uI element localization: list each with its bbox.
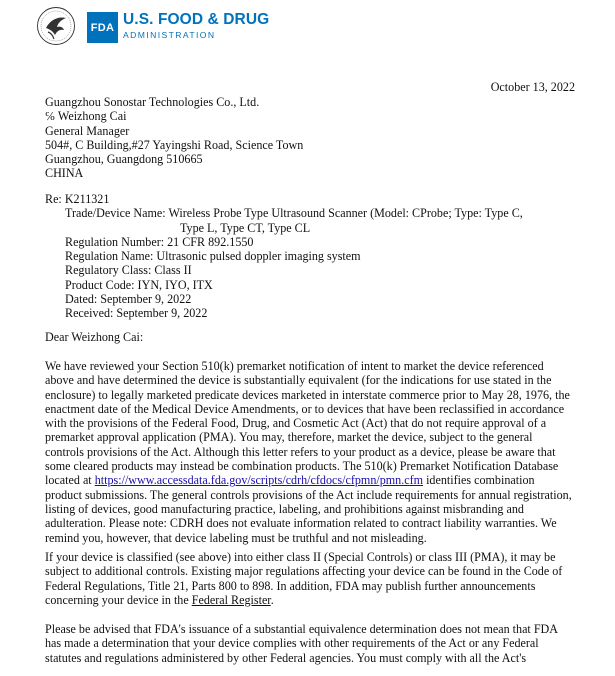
- text-line-with-link: [45, 473, 572, 487]
- link-prefix: located at: [45, 473, 95, 488]
- link-prefix: concerning your device in the: [45, 592, 192, 607]
- trade-name-line-cont: Type L, Type CT, Type CL: [180, 220, 311, 235]
- letter-date: October 13, 2022: [490, 80, 575, 94]
- link-suffix: .: [270, 592, 274, 607]
- federal-register-link[interactable]: Federal Register: [191, 592, 271, 607]
- paragraph-1: [45, 359, 572, 545]
- text-line: product submissions. The general controls provisions of the Act include requirements for annual registration,: [45, 487, 572, 502]
- pmn-database-link[interactable]: https://www.accessdata.fda.gov/scripts/cdrh/cfdocs/cfpmn/pmn.cfm: [94, 473, 424, 488]
- re-line: Re: K211321: [45, 192, 110, 206]
- text-line: If your device is classified (see above) into either class II (Special Controls) or class III (PMA), it may be: [45, 550, 556, 564]
- text-line: Please be advised that FDA's issuance of a substantial equivalence determination does not mean that FDA: [45, 622, 559, 636]
- text-line: premarket approval application (PMA). You may, therefore, market the device, subject to the general: [45, 430, 533, 445]
- text-line: enclosure) to legally marketed predicate devices marketed in interstate commerce prior to May 28, 1976, the: [45, 387, 570, 402]
- text-line: listing of devices, good manufacturing practice, labeling, and prohibitions against misbranding and: [45, 501, 524, 516]
- fda-header: [36, 6, 336, 50]
- product-code: Product Code: IYN, IYO, ITX: [65, 277, 213, 292]
- fda-logo-box: FDA: [87, 12, 118, 43]
- text-line: controls provisions of the Act. Although this letter refers to your product as a device, please be aware that: [45, 444, 556, 459]
- text-line: statutes and regulations administered by other Federal agencies. You must comply with all the Act's: [45, 650, 527, 665]
- salutation: Dear Weizhong Cai:: [45, 330, 144, 344]
- hhs-eagle-seal-icon: [36, 6, 76, 46]
- address-line: Guangzhou, Guangdong 510665: [45, 152, 203, 167]
- address-line: General Manager: [45, 123, 130, 138]
- regulation-number: Regulation Number: 21 CFR 892.1550: [65, 234, 254, 249]
- address-line: CHINA: [45, 166, 84, 181]
- text-line: some cleared products may instead be combination products. The 510(k) Premarket Notification Database: [45, 459, 559, 474]
- text-line: enactment date of the Medical Device Amendments, or to devices that have been reclassified in accordance: [45, 401, 565, 416]
- recipient-address: [45, 95, 303, 181]
- link-suffix: identifies combination: [423, 473, 535, 488]
- regulatory-class: Regulatory Class: Class II: [65, 263, 192, 278]
- agency-subtitle: ADMINISTRATION: [123, 30, 216, 40]
- re-block: [45, 192, 523, 321]
- regulation-name: Regulation Name: Ultrasonic pulsed doppler imaging system: [65, 249, 361, 264]
- trade-name-line: Trade/Device Name: Wireless Probe Type Ultrasound Scanner (Model: CProbe; Type: Type C,: [65, 206, 523, 221]
- text-line: Federal Regulations, Title 21, Parts 800 to 898. In addition, FDA may publish further announcements: [45, 578, 536, 593]
- text-line-with-link: [45, 593, 562, 607]
- agency-name: U.S. FOOD & DRUG: [123, 11, 270, 28]
- paragraph-2: [45, 550, 562, 607]
- address-line: ℅ Weizhong Cai: [45, 109, 127, 124]
- paragraph-3: [45, 622, 558, 665]
- text-line: subject to additional controls. Existing major regulations affecting your device can be found in the Code of: [45, 564, 563, 579]
- address-line: Guangzhou Sonostar Technologies Co., Ltd.: [45, 95, 260, 109]
- text-line: We have reviewed your Section 510(k) premarket notification of intent to market the device referenced: [45, 359, 544, 373]
- text-line: has made a determination that your device complies with other requirements of the Act or any Federal: [45, 636, 539, 651]
- dated: Dated: September 9, 2022: [65, 292, 192, 307]
- text-line: above and have determined the device is substantially equivalent (for the indications for use stated in the: [45, 373, 552, 388]
- text-line: adulteration. Please note: CDRH does not evaluate information related to contract liability warranties. We: [45, 516, 557, 531]
- received: Received: September 9, 2022: [65, 306, 208, 321]
- agency-wordmark: [123, 11, 269, 40]
- address-line: 504#, C Building,#27 Yayingshi Road, Science Town: [45, 137, 304, 152]
- text-line: remind you, however, that device labeling must be truthful and not misleading.: [45, 530, 427, 545]
- text-line: with the provisions of the Federal Food, Drug, and Cosmetic Act (Act) that do not require approval of a: [45, 416, 547, 431]
